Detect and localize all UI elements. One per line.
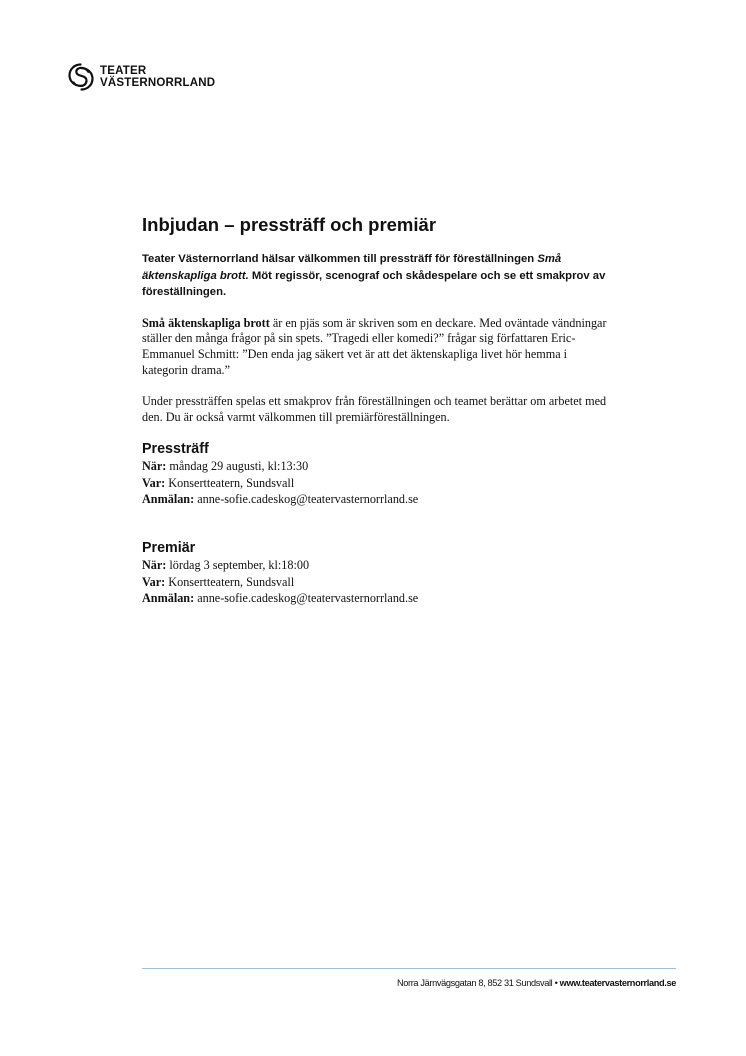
play-title: Små äktenskapliga brott: [142, 315, 270, 330]
premiere-title: Premiär: [142, 540, 196, 557]
press-meeting-location-value: Konsertteatern, Sundsvall: [165, 475, 295, 490]
premiere-registration-email: anne-sofie.cadeskog@teatervasternorrland.se: [194, 590, 419, 605]
premiere-location-row: [142, 574, 612, 590]
press-meeting-location-row: [142, 475, 612, 491]
theatre-logo: [66, 62, 215, 92]
press-meeting-registration-email: anne-sofie.cadeskog@teatervasternorrland.se: [194, 491, 419, 506]
premiere-location-label: Var:: [142, 574, 166, 589]
premiere-section: [142, 540, 612, 606]
footer-website-url: www.teatervasternorrland.se: [559, 978, 676, 988]
lead-text-1: Teater Västernorrland hälsar välkommen till pressträff för föreställningen: [142, 253, 538, 265]
logo-wordmark: [100, 65, 215, 89]
event-info-paragraph: Under pressträffen spelas ett smakprov från föreställningen och teamet berättar om arbetet med den. Du är också varmt välkommen till premiärföreställningen.: [142, 394, 607, 424]
press-meeting-date-label: När:: [142, 459, 167, 474]
premiere-location-value: Konsertteatern, Sundsvall: [165, 574, 295, 589]
premiere-date-row: [142, 557, 612, 573]
premiere-registration-label: Anmälan:: [142, 590, 195, 605]
page-title: Inbjudan – pressträff och premiär: [142, 214, 437, 235]
press-meeting-registration-label: Anmälan:: [142, 491, 195, 506]
lead-paragraph: [142, 251, 612, 301]
press-meeting-registration-row: [142, 491, 612, 507]
press-meeting-date-value: måndag 29 augusti, kl:13:30: [166, 459, 309, 474]
premiere-date-label: När:: [142, 558, 167, 573]
press-meeting-date-row: [142, 458, 612, 474]
lead-text-2: Möt regissör, scenograf och skådespelare och se ett smakprov av föreställningen.: [142, 269, 606, 299]
premiere-date-value: lördag 3 september, kl:18:00: [166, 558, 310, 573]
theatre-s-logo-icon: [66, 62, 96, 92]
page-footer: [397, 978, 676, 989]
premiere-registration-row: [142, 590, 612, 606]
description-text: är en pjäs som är skriven som en deckare. Med oväntade vändningar ställer den många frågor på sin spets. ”Tragedi eller komedi?” frågar sig författaren Eric-Emmanuel Schmitt: ”Den enda jag säkert vet är att det äktenskapliga livet hör hemma i kategorin drama.”: [142, 315, 607, 377]
footer-address: Norra Järnvägsgatan 8, 852 31 Sundsvall •: [396, 978, 560, 988]
press-meeting-section: [142, 441, 612, 507]
lead-title-italic: Små äktenskapliga brott.: [142, 253, 562, 282]
press-meeting-title: Pressträff: [142, 441, 209, 458]
description-paragraph: [142, 316, 612, 378]
press-meeting-location-label: Var:: [142, 475, 166, 490]
logo-line-1: TEATER: [100, 65, 147, 77]
footer-divider: [142, 968, 676, 969]
document-content: [142, 214, 612, 606]
logo-line-2: VÄSTERNORRLAND: [100, 77, 216, 89]
